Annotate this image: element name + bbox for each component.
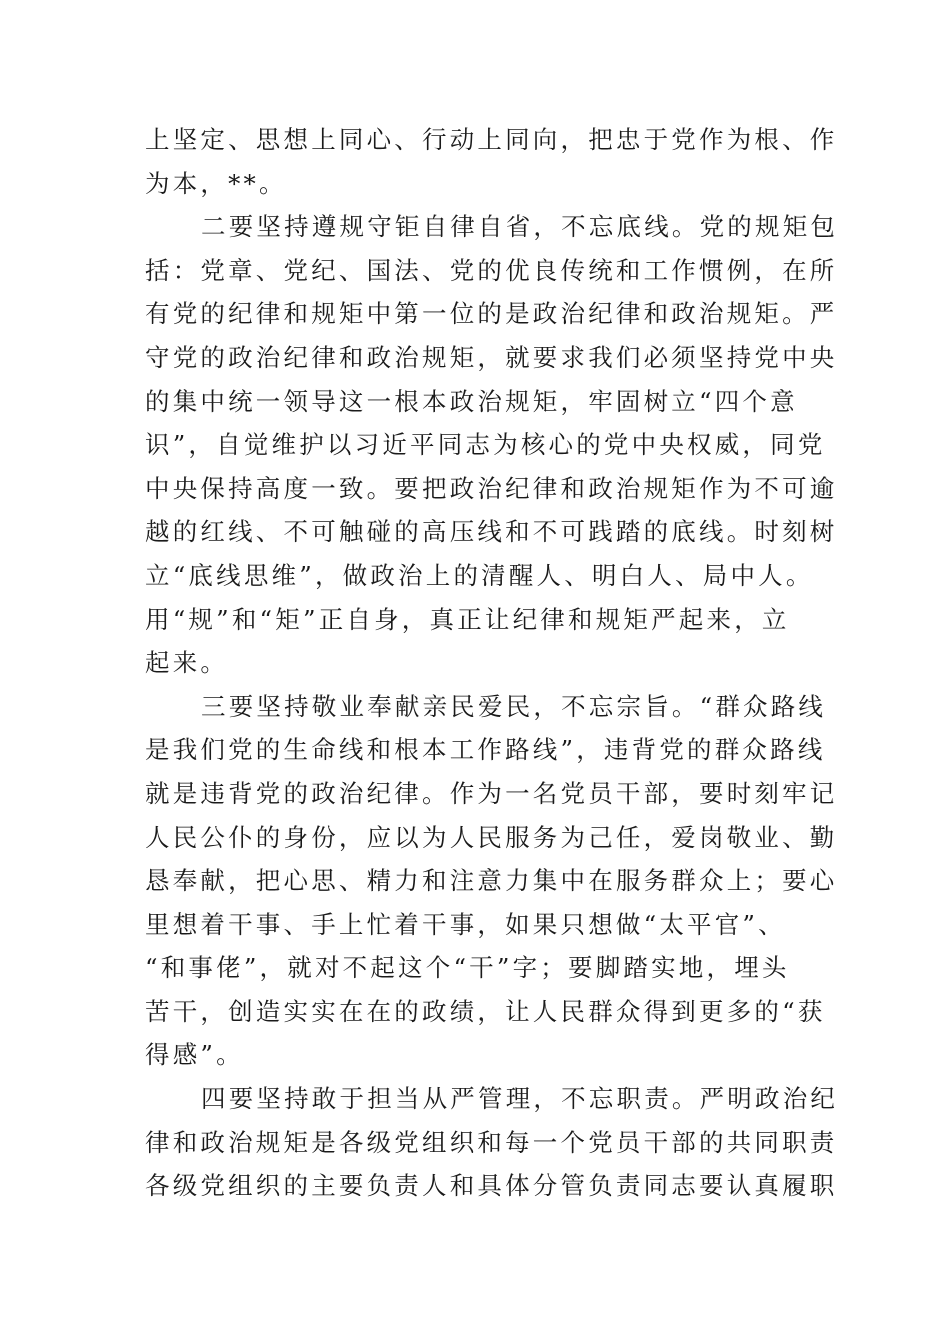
text-line: 起来。: [145, 648, 229, 678]
text-line: 各级党组织的主要负责人和具体分管负责同志要认真履职: [145, 1171, 838, 1201]
text-line: 上坚定、思想上同心、行动上同向，把忠于党作为根、作: [145, 125, 838, 154]
text-line: 苦干，创造实实在在的政绩，让人民群众得到更多的“获: [145, 996, 826, 1026]
text-line: 的集中统一领导这一根本政治规矩，牢固树立“四个意: [145, 386, 798, 416]
document-body: [145, 118, 839, 1208]
text-line: 立“底线思维”，做政治上的清醒人、明白人、局中人。: [145, 560, 814, 590]
text-line: 得感”。: [145, 1040, 244, 1070]
text-line: 恳奉献，把心思、精力和注意力集中在服务群众上；要心: [145, 866, 838, 896]
text-line: 人民公仆的身份，应以为人民服务为己任，爱岗敬业、勤: [145, 822, 838, 852]
paragraph-4-start: 四要坚持敢于担当从严管理，不忘职责。严明政治纪: [201, 1084, 839, 1114]
text-line: 用“规”和“矩”正自身，真正让纪律和规矩严起来，立: [145, 604, 790, 634]
text-line: 为本，**。: [145, 168, 287, 198]
text-line: 就是违背党的政治纪律。作为一名党员干部，要时刻牢记: [145, 778, 838, 808]
text-line: “和事佬”，就对不起这个“干”字；要脚踏实地，埋头: [145, 953, 790, 983]
text-line: 是我们党的生命线和根本工作路线”，违背党的群众路线: [145, 735, 826, 765]
paragraph-3-start: 三要坚持敬业奉献亲民爱民，不忘宗旨。“群众路线: [201, 691, 827, 721]
text-line: 中央保持高度一致。要把政治纪律和政治规矩作为不可逾: [145, 473, 838, 503]
text-line: 里想着干事、手上忙着干事，如果只想做“太平官”、: [145, 909, 786, 939]
text-line: 识”，自觉维护以习近平同志为核心的党中央权威，同党: [145, 430, 826, 460]
text-line: 有党的纪律和规矩中第一位的是政治纪律和政治规矩。严: [145, 299, 838, 329]
text-line: 括：党章、党纪、国法、党的优良传统和工作惯例，在所: [145, 255, 838, 285]
text-line: 守党的政治纪律和政治规矩，就要求我们必须坚持党中央: [145, 342, 838, 372]
paragraph-2-start: 二要坚持遵规守钜自律自省，不忘底线。党的规矩包: [201, 212, 839, 242]
text-line: 越的红线、不可触碰的高压线和不可践踏的底线。时刻树: [145, 517, 838, 547]
text-line: 律和政治规矩是各级党组织和每一个党员干部的共同职责: [145, 1127, 838, 1157]
